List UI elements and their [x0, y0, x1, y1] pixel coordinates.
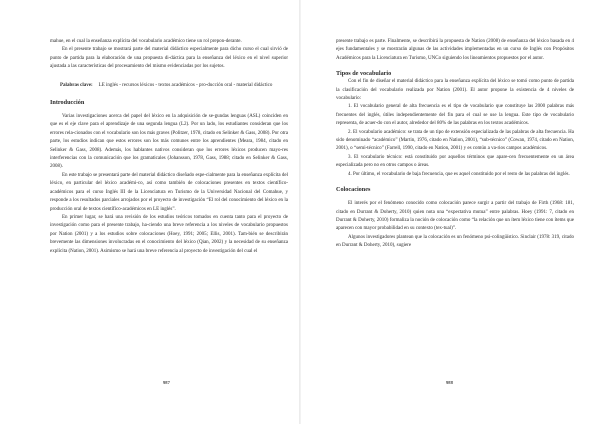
heading-introduccion: Introducción [50, 99, 85, 107]
keywords-block [60, 82, 288, 90]
right-paragraph-continued: presente trabajo es parte. Finalmente, se describirá la propuesta de Nation (2008) de enseñanza del léxico basada en 4 ejes fundamentales y se mostrarán algunas de las actividades implementadas en un curso de Inglés con Propósitos Académicos para la Licenciatura en Turismo, UNCo siguiendo los lineamientos propuestos por el autor. [336, 39, 574, 61]
keywords-text: LE inglés - recursos léxicos - textos académicos - pro-ducción oral - material didáctico [98, 82, 273, 88]
left-page [50, 38, 288, 256]
keywords-label: Palabras clave: [60, 82, 93, 88]
heading-tipos-de-vocabulario: Tipos de vocabulario [336, 70, 392, 78]
intro-paragraph-1: Varias investigaciones acerca del papel del léxico en la adquisición de se-gundas lenguas (ASL) coinciden en que es el eje clave para el aprendizaje de una segunda lengua (L2). Por un lado, los estudiantes consideran que los errores rela-cionados con el vocabulario son los más graves (Politzer, 1978, citado en Selinker & Gass, 2008). Por otra parte, los estudios indican que estos errores son los más comunes entre los aprendientes (Meara, 1984, citado en Selinker & Gass, 2008). Además, los hablantes nativos consideran que los errores léxicos producen mayo-res interferencias con la comunicación que los gramaticales (Johansson, 1978, Gass, 1988; citado en Selinker & Gass, 2008). [50, 114, 288, 170]
right-page [336, 38, 574, 251]
page-gutter [299, 0, 301, 424]
list-item: 3. El vocabulario técnico: está constituido por aquellos términos que apare-cen frecuentemente en un área especializada pero no en otros campos o áreas. [336, 154, 574, 169]
tipos-paragraph: Con el fin de diseñar el material didáctico para la enseñanza explícita del léxico se tomó como punto de partida la clasificación del vocabulario realizada por Nation (2001). El autor propone la existencia de 4 niveles de vocabulario: [336, 79, 574, 102]
colocaciones-paragraph-2: Algunos investigadores plantean que la colocación es un fenómeno psi-colingüístico. Sinclair (1978: 319, citado en Durrant & Doherty, 2010), sugiere [336, 234, 574, 249]
left-paragraph-purpose: En el presente trabajo se mostrará parte del material didáctico especialmente para dicho curso el cual sirvió de punto de partida para la elaboración de una propuesta di-dáctica para la enseñanza del léxico en el nivel superior ajustada a las características del procesamiento del mismo evidenciadas por los sujetos. [50, 47, 288, 70]
colocaciones-paragraph-1: El interés por el fenómeno conocido como colocación parece surgir a partir del trabajo de Firth (1968: 181, citado en Durrant & Doherty, 2010) quien nota una “expectativa mutua” entre palabras. Hoey (1991: 7, citado en Durrant & Doherty, 2010) formaliza la noción de colocación como “la relación que un ítem léxico tiene con ítems que aparecen con mayor probabilidad en su contexto (tex-tual)”. [336, 201, 574, 232]
intro-paragraph-3: En primer lugar, se hará una revisión de los estudios teóricos tomados en cuenta tanto para el proyecto de investigación como para el presente trabajo, ha-ciendo una breve referencia a los niveles de vocabulario propuestos por Nation (2001) y a los estudios sobre colocaciones (Hoey, 1991; 2005; Ellis, 2001). Tam-bién se describirán brevemente las dimensiones involucradas en el conocimiento del léxico (Qian, 2002) y la necesidad de su enseñanza explícita (Nation, 2001). Asimismo se hará una breve referencia al proyecto de investigación del cual el [50, 214, 288, 254]
list-item: 1. El vocabulario general de alta frecuencia es el tipo de vocabulario que constituye las 2000 palabras más frecuentes del inglés, útiles independientemente del fin para el cual se use la lengua. Este tipo de vocabulario representa, de acuer-do con el autor, alrededor del 80% de las palabras en los textos académicos. [336, 104, 574, 127]
intro-paragraph-2: En este trabajo se presentará parte del material didáctico diseñado espe-cialmente para la enseñanza explícita del léxico, en particular del léxico académi-co, así como también de colocaciones presentes en textos científico-académicos para el curso Inglés III de la Licenciatura en Turismo de la Universidad Nacional del Comahue, y responde a los resultados parciales arrojados por el proyecto de investigación “El rol del conocimiento del léxico en la producción oral de textos científico-académicos en LE inglés”. [50, 172, 288, 212]
heading-colocaciones: Colocaciones [336, 186, 371, 194]
list-item: 4. Por último, el vocabulario de baja frecuencia, que es aquel constituido por el resto de las palabras del inglés. [348, 171, 570, 177]
list-item: 2. El vocabulario académico: se trata de un tipo de extensión especializada de las palabras de alta frecuencia. Ha sido denominado “académico” (Martin, 1976, citado en Nation, 2001), “sub-técnico” (Cowan, 1974, citado en Nation, 2001), o “semi-técnico” (Farrell, 1990, citado en Nation, 2001) y es común a va-rios campos académicos. [336, 129, 574, 152]
left-paragraph-continued: mahue, en el cual la enseñanza explícita del vocabulario académico tiene un rol prepon-derante. [50, 39, 242, 44]
page-number-left: 987 [163, 380, 170, 385]
page-number-right: 988 [446, 380, 453, 385]
